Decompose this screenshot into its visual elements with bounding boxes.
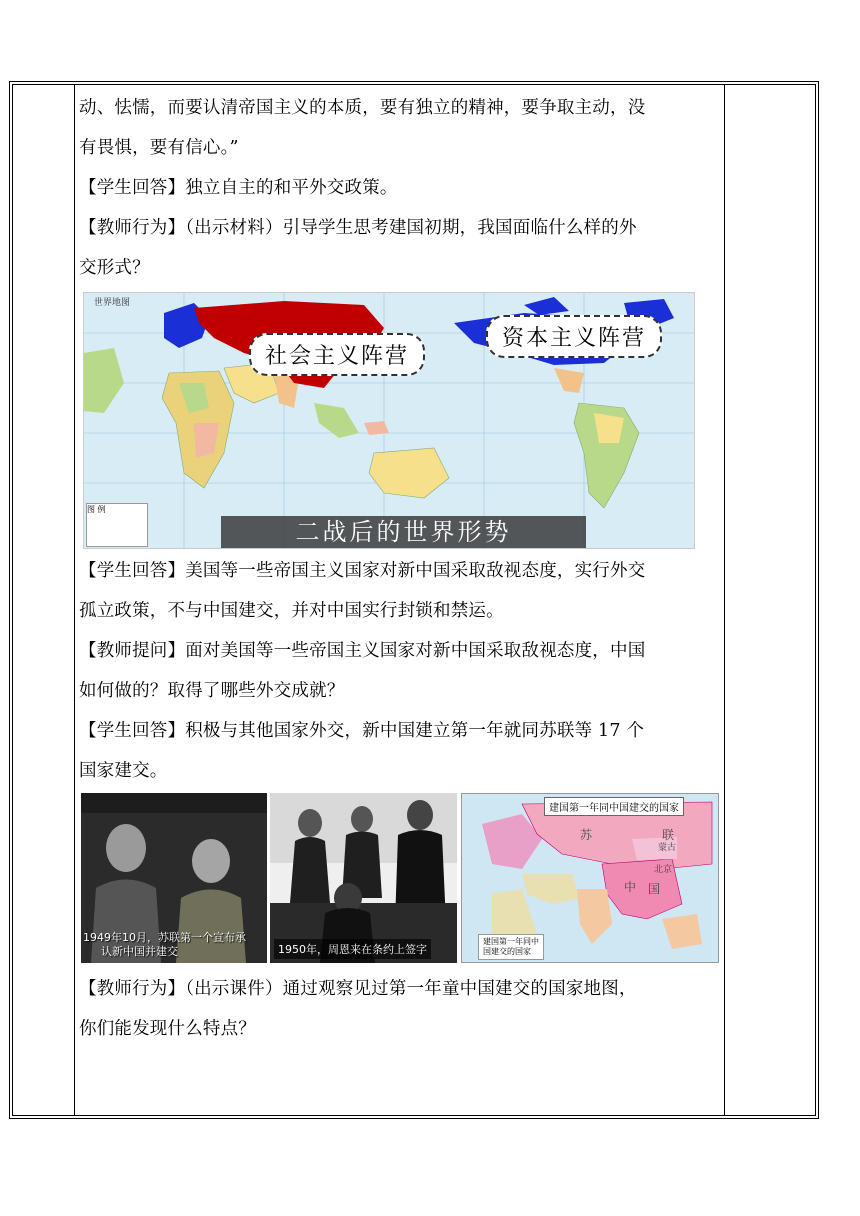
map-caption: 二战后的世界形势: [221, 516, 586, 548]
map-first-year-diplomatic-relations: [461, 793, 719, 963]
map-first-year-title: 建国第一年同中国建交的国家: [544, 797, 684, 816]
teacher-action-2-line-2: 你们能发现什么特点？: [79, 1019, 256, 1039]
teacher-action-1-line-1: 【教师行为】（出示材料）引导学生思考建国初期，我国面临什么样的外: [79, 218, 637, 238]
map-legend: [86, 503, 148, 547]
student-answer-2-line-1: 【学生回答】美国等一些帝国主义国家对新中国采取敌视态度，实行外交: [79, 561, 646, 581]
map-label-lian: 联: [662, 828, 675, 842]
map-corner-label: 世界地图: [94, 298, 131, 308]
photo-zhou-signing-drawing: [270, 793, 457, 963]
photo-mao-stalin-caption-line-1: 1949年10月，苏联第一个宣布承: [83, 931, 246, 944]
student-answer-2-line-2: 孤立政策，不与中国建交，并对中国实行封锁和禁运。: [79, 601, 504, 621]
map-label-guo: 国: [648, 882, 661, 896]
table-left-column-divider: [74, 84, 75, 1116]
map-label-mongol: 蒙古: [658, 843, 677, 853]
map-first-year-legend: [478, 934, 544, 960]
lesson-content-cell: [79, 88, 724, 1049]
photo-zhou-signing: [270, 793, 457, 963]
photo-zhou-signing-caption: 1950年，周恩来在条约上签字: [274, 939, 431, 959]
quote-line-1: 动、怯懦，而要认清帝国主义的本质，要有独立的精神，要争取主动，没: [79, 98, 646, 118]
photo-mao-stalin-caption: [83, 931, 265, 959]
map-first-year-legend-line-2: 国建交的国家: [483, 947, 531, 956]
table-right-column-divider: [724, 84, 725, 1116]
student-answer-1: 【学生回答】独立自主的和平外交政策。: [79, 178, 398, 198]
quote-line-2: 有畏惧，要有信心。”: [79, 138, 239, 158]
map-legend-title: 图 例: [87, 505, 106, 514]
map-label-su: 苏: [580, 828, 593, 842]
map-label-zhong: 中: [624, 880, 637, 894]
map-label-beijing: 北京: [654, 865, 673, 875]
capitalist-camp-label: 资本主义阵营: [486, 315, 662, 358]
photo-mao-stalin: [81, 793, 267, 963]
teacher-action-2-line-1: 【教师行为】（出示课件）通过观察见过第一年童中国建交的国家地图，: [79, 979, 637, 999]
student-answer-3-line-2: 国家建交。: [79, 761, 168, 781]
map-first-year-legend-line-1: 建国第一年同中: [483, 937, 539, 946]
diplomacy-photo-strip: [81, 793, 721, 965]
photo-mao-stalin-caption-line-2: 认新中国并建交: [101, 945, 178, 958]
teacher-question-line-1: 【教师提问】面对美国等一些帝国主义国家对新中国采取敌视态度，中国: [79, 641, 646, 661]
socialist-camp-label: 社会主义阵营: [249, 333, 425, 376]
postwar-world-map: [83, 292, 695, 549]
teacher-action-1-line-2: 交形式？: [79, 258, 150, 278]
student-answer-3-line-1: 【学生回答】积极与其他国家外交，新中国建立第一年就同苏联等 17 个: [79, 721, 645, 741]
teacher-question-line-2: 如何做的？取得了哪些外交成就？: [79, 681, 345, 701]
